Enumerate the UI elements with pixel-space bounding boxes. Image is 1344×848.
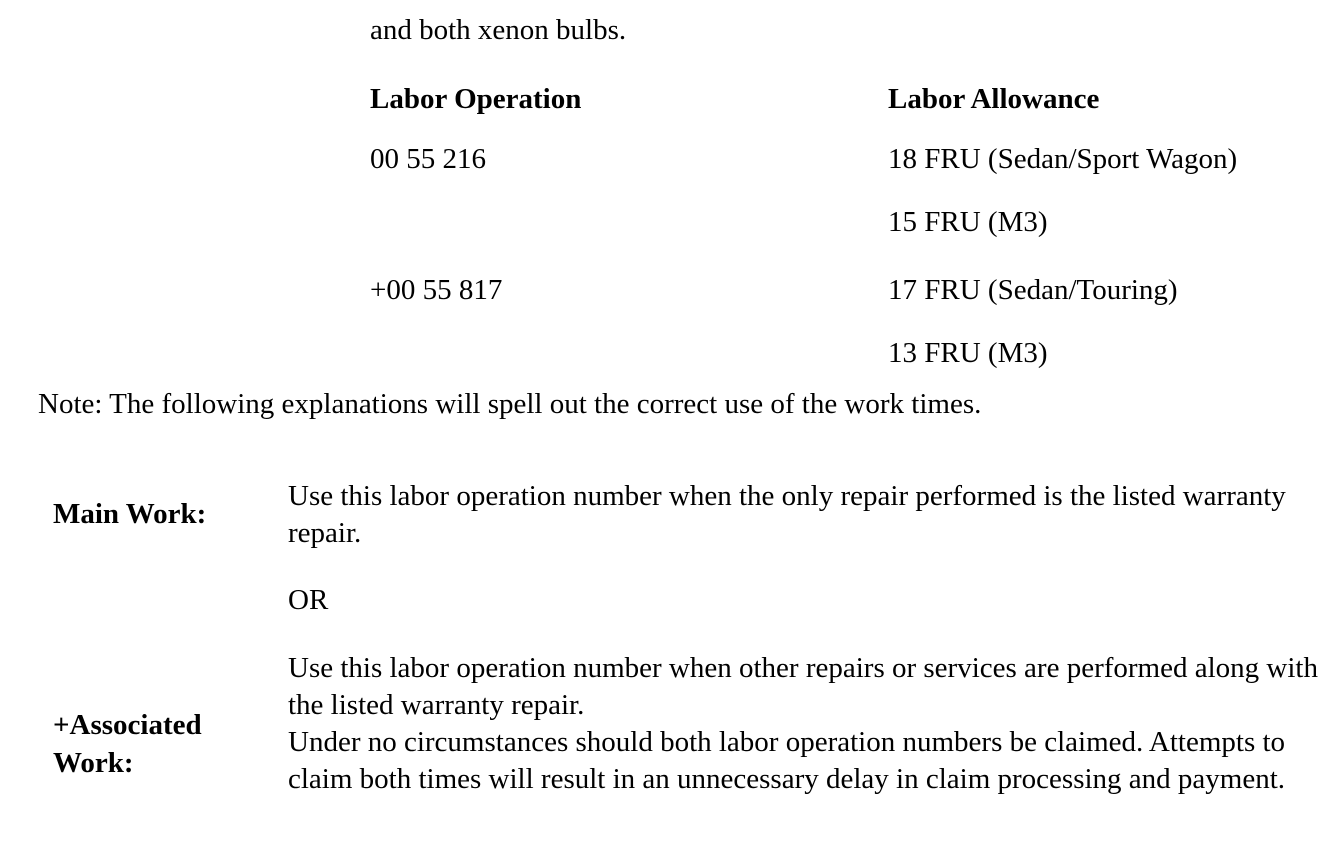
- labor-allowance-cell: 13 FRU (M3): [888, 337, 1048, 369]
- note-text: Note: The following explanations will spell out the correct use of the work times.: [38, 388, 982, 420]
- labor-operation-cell: +00 55 817: [370, 274, 503, 306]
- labor-allowance-cell: 17 FRU (Sedan/Touring): [888, 274, 1178, 306]
- associated-work-description: [288, 650, 1328, 798]
- labor-allowance-cell: 18 FRU (Sedan/Sport Wagon): [888, 143, 1238, 175]
- main-work-description: Use this labor operation number when the only repair performed is the listed warranty repair.: [288, 480, 1286, 549]
- main-work-label: Main Work:: [53, 498, 207, 530]
- claim-warning-paragraph: Under no circumstances should both labor operation numbers be claimed. Attempts to claim both times will result in an unnecessary delay in claim processing and payment.: [288, 726, 1286, 795]
- header-labor-operation: Labor Operation: [370, 83, 582, 115]
- intro-text: and both xenon bulbs.: [370, 14, 627, 46]
- or-separator: OR: [288, 584, 329, 616]
- associated-work-label: +Associated Work:: [53, 709, 202, 779]
- labor-operation-cell: 00 55 216: [370, 143, 486, 175]
- associated-work-paragraph: Use this labor operation number when other repairs or services are performed along with the listed warranty repair.: [288, 652, 1318, 721]
- header-labor-allowance: Labor Allowance: [888, 83, 1100, 115]
- labor-allowance-cell: 15 FRU (M3): [888, 206, 1048, 238]
